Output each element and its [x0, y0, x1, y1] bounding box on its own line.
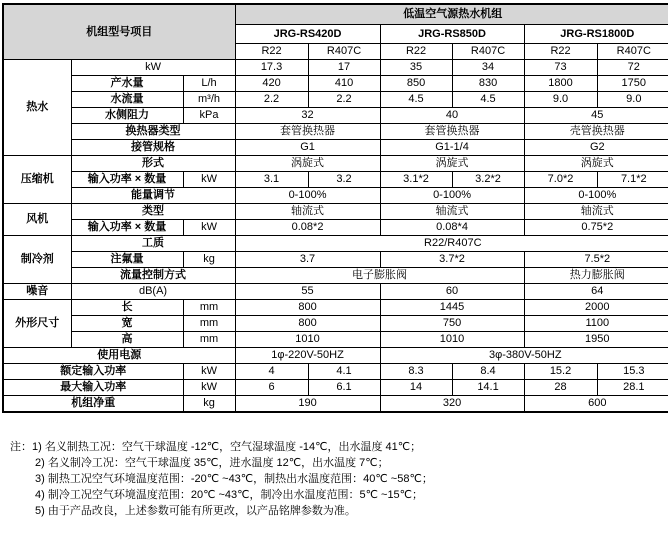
spec-value: 3.2*2: [452, 172, 524, 188]
spec-value: 9.0: [597, 92, 668, 108]
spec-value: 7.0*2: [524, 172, 597, 188]
spec-value: 28.1: [597, 380, 668, 396]
spec-label: 能量调节: [71, 188, 235, 204]
table-row: [3, 92, 668, 108]
table-row: [3, 332, 668, 348]
spec-value: 8.4: [452, 364, 524, 380]
spec-value: 4.5: [380, 92, 452, 108]
spec-value: 28: [524, 380, 597, 396]
table-row: [3, 252, 668, 268]
refrigerant-header: R407C: [308, 44, 380, 60]
table-title: 低温空气源热水机组: [235, 4, 668, 25]
row-group-label: 热水: [3, 60, 71, 156]
spec-label: 流量控制方式: [71, 268, 235, 284]
note-line: 4) 制冷工况空气环境温度范围：20℃ ~43℃，制冷出水温度范围：5℃ ~15℃；: [35, 489, 424, 501]
spec-label: 高: [71, 332, 183, 348]
unit-label: kg: [183, 396, 235, 413]
spec-value: 9.0: [524, 92, 597, 108]
unit-label: kW: [71, 60, 235, 76]
refrigerant-header: R407C: [452, 44, 524, 60]
spec-value: 0.08*4: [380, 220, 524, 236]
spec-value: 55: [235, 284, 380, 300]
spec-value: 1950: [524, 332, 668, 348]
spec-value: 4: [235, 364, 308, 380]
row-group-label: 外形尺寸: [3, 300, 71, 348]
spec-value: 32: [235, 108, 380, 124]
spec-value: 涡旋式: [524, 156, 668, 172]
table-row: [3, 284, 668, 300]
spec-label: 输入功率 × 数量: [71, 172, 183, 188]
row-group-label: 风机: [3, 204, 71, 236]
spec-label: 水流量: [71, 92, 183, 108]
spec-label: 输入功率 × 数量: [71, 220, 183, 236]
unit-label: kW: [183, 364, 235, 380]
unit-label: mm: [183, 316, 235, 332]
table-row: [3, 268, 668, 284]
spec-label: 机组净重: [3, 396, 183, 413]
spec-value: 190: [235, 396, 380, 413]
note-line: 3) 制热工况空气环境温度范围：-20℃ ~43℃，制热出水温度范围：40℃ ~58℃；: [35, 473, 433, 485]
note-line: 注：1) 名义制热工况：空气干球温度 -12℃，空气湿球温度 -14℃，出水温度 41℃；: [10, 441, 422, 453]
spec-label: 类型: [71, 204, 235, 220]
spec-value: 8.3: [380, 364, 452, 380]
spec-value: 7.5*2: [524, 252, 668, 268]
spec-value: 3.1: [235, 172, 308, 188]
spec-value: 轴流式: [380, 204, 524, 220]
spec-value: R22/R407C: [235, 236, 668, 252]
spec-label: 工质: [71, 236, 235, 252]
note-line: 5) 由于产品改良，上述参数可能有所更改，以产品铭牌参数为准。: [35, 505, 356, 517]
spec-label: 产水量: [71, 76, 183, 92]
unit-label: dB(A): [71, 284, 235, 300]
spec-value: 套管换热器: [235, 124, 380, 140]
spec-value: 1φ-220V-50HZ: [235, 348, 380, 364]
spec-value: G1-1/4: [380, 140, 524, 156]
spec-value: 热力膨胀阀: [524, 268, 668, 284]
spec-label: 额定输入功率: [3, 364, 183, 380]
unit-label: kW: [183, 380, 235, 396]
table-row: [3, 204, 668, 220]
table-row: [3, 348, 668, 364]
spec-value: 0.08*2: [235, 220, 380, 236]
spec-value: 3φ-380V-50HZ: [380, 348, 668, 364]
table-row: [3, 300, 668, 316]
spec-value: 7.1*2: [597, 172, 668, 188]
spec-value: 3.2: [308, 172, 380, 188]
spec-value: 电子膨胀阀: [235, 268, 524, 284]
spec-value: 1800: [524, 76, 597, 92]
spec-value: 3.7: [235, 252, 380, 268]
spec-value: 1750: [597, 76, 668, 92]
table-row: [3, 76, 668, 92]
spec-value: 轴流式: [235, 204, 380, 220]
row-group-label: 噪音: [3, 284, 71, 300]
spec-value: 2000: [524, 300, 668, 316]
corner-header: 机组型号项目: [3, 4, 235, 60]
table-row: [3, 140, 668, 156]
table-row: [3, 156, 668, 172]
table-row: [3, 220, 668, 236]
spec-value: 320: [380, 396, 524, 413]
note-line: 2) 名义制冷工况：空气干球温度 35℃，进水温度 12℃，出水温度 7℃；: [35, 457, 389, 469]
spec-label: 换热器类型: [71, 124, 235, 140]
spec-value: 0.75*2: [524, 220, 668, 236]
spec-value: 涡旋式: [380, 156, 524, 172]
spec-label: 使用电源: [3, 348, 235, 364]
spec-value: 轴流式: [524, 204, 668, 220]
spec-value: 830: [452, 76, 524, 92]
spec-value: 600: [524, 396, 668, 413]
spec-value: 40: [380, 108, 524, 124]
spec-value: 34: [452, 60, 524, 76]
spec-value: 4.5: [452, 92, 524, 108]
table-row: [3, 188, 668, 204]
table-row: [3, 316, 668, 332]
notes: [2, 439, 668, 519]
spec-label: 注氟量: [71, 252, 183, 268]
refrigerant-header: R407C: [597, 44, 668, 60]
spec-value: 6: [235, 380, 308, 396]
spec-value: 35: [380, 60, 452, 76]
spec-value: 15.2: [524, 364, 597, 380]
spec-value: 17: [308, 60, 380, 76]
spec-value: 60: [380, 284, 524, 300]
spec-value: 73: [524, 60, 597, 76]
spec-value: 3.1*2: [380, 172, 452, 188]
refrigerant-header: R22: [524, 44, 597, 60]
spec-value: 2.2: [235, 92, 308, 108]
unit-label: kW: [183, 172, 235, 188]
spec-value: 0-100%: [524, 188, 668, 204]
model-header: JRG-RS1800D: [524, 25, 668, 44]
spec-value: 6.1: [308, 380, 380, 396]
spec-value: 1100: [524, 316, 668, 332]
unit-label: kg: [183, 252, 235, 268]
refrigerant-header: R22: [380, 44, 452, 60]
spec-value: 1010: [380, 332, 524, 348]
spec-value: 2.2: [308, 92, 380, 108]
spec-value: 14: [380, 380, 452, 396]
table-row: [3, 172, 668, 188]
spec-label: 长: [71, 300, 183, 316]
table-row: [3, 236, 668, 252]
table-row: [3, 60, 668, 76]
spec-value: 15.3: [597, 364, 668, 380]
spec-value: 14.1: [452, 380, 524, 396]
spec-label: 形式: [71, 156, 235, 172]
spec-value: 4.1: [308, 364, 380, 380]
row-group-label: 制冷剂: [3, 236, 71, 284]
spec-label: 水侧阻力: [71, 108, 183, 124]
spec-value: 850: [380, 76, 452, 92]
spec-value: 1445: [380, 300, 524, 316]
spec-value: 750: [380, 316, 524, 332]
spec-value: 420: [235, 76, 308, 92]
spec-table: [2, 3, 668, 413]
unit-label: mm: [183, 332, 235, 348]
model-header: JRG-RS420D: [235, 25, 380, 44]
refrigerant-header: R22: [235, 44, 308, 60]
spec-value: G2: [524, 140, 668, 156]
table-row: [3, 380, 668, 396]
spec-value: 72: [597, 60, 668, 76]
spec-value: 涡旋式: [235, 156, 380, 172]
spec-value: 17.3: [235, 60, 308, 76]
unit-label: L/h: [183, 76, 235, 92]
table-row: [3, 396, 668, 413]
spec-value: 0-100%: [380, 188, 524, 204]
spec-value: 410: [308, 76, 380, 92]
spec-value: 壳管换热器: [524, 124, 668, 140]
spec-value: 800: [235, 316, 380, 332]
table-row: [3, 364, 668, 380]
spec-value: 64: [524, 284, 668, 300]
spec-value: 套管换热器: [380, 124, 524, 140]
model-header: JRG-RS850D: [380, 25, 524, 44]
spec-label: 接管规格: [71, 140, 235, 156]
spec-value: 45: [524, 108, 668, 124]
table-row: [3, 124, 668, 140]
spec-value: 800: [235, 300, 380, 316]
spec-value: G1: [235, 140, 380, 156]
unit-label: kW: [183, 220, 235, 236]
table-row: [3, 4, 668, 25]
unit-label: mm: [183, 300, 235, 316]
row-group-label: 压缩机: [3, 156, 71, 204]
table-row: [3, 108, 668, 124]
spec-value: 1010: [235, 332, 380, 348]
spec-label: 最大输入功率: [3, 380, 183, 396]
spec-value: 0-100%: [235, 188, 380, 204]
unit-label: kPa: [183, 108, 235, 124]
spec-value: 3.7*2: [380, 252, 524, 268]
spec-label: 宽: [71, 316, 183, 332]
unit-label: m³/h: [183, 92, 235, 108]
